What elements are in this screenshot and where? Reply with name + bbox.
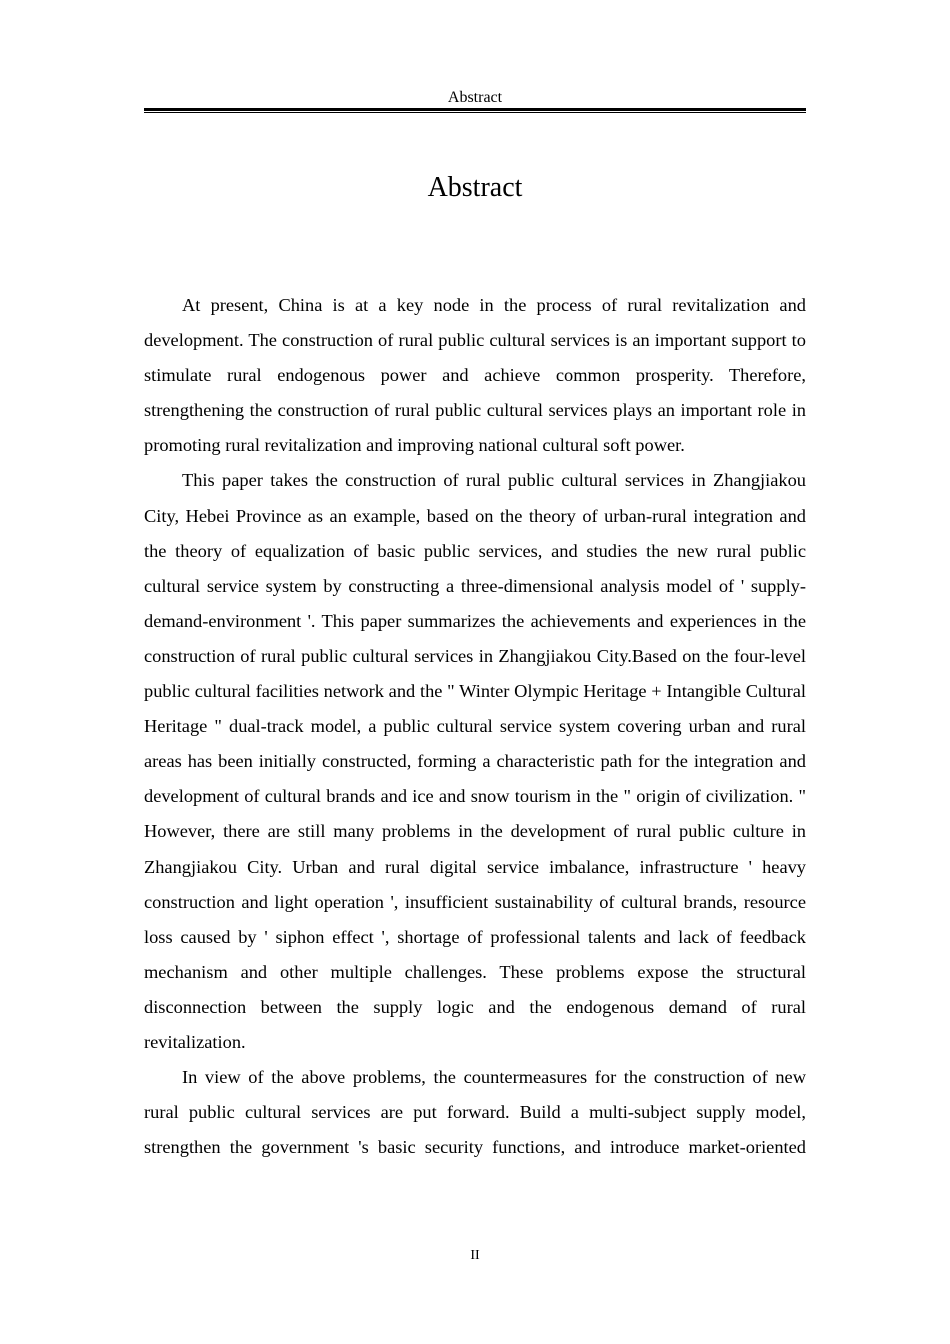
header-rule-thin [144,112,806,113]
page-title: Abstract [427,172,523,203]
page-number: II [470,1248,480,1263]
running-header: Abstract [447,89,503,106]
header-rule [144,108,806,111]
paragraph: At present, China is at a key node in the process of rural revitalization and development. The construction of rural public cultural services is an important support to stimulate rural endogenous power and achieve common prosperity. Therefore, strengthening the construction of rural public cultural services plays an important role in promoting rural revitalization and improving national cultural soft power. [144,295,806,456]
abstract-body [144,288,806,1165]
paragraph: In view of the above problems, the countermeasures for the construction of new rural public cultural services are put forward. Build a multi-subject supply model, strengthen the government 's basic security functions, and introduce market-oriented [144,1067,806,1158]
paragraph: This paper takes the construction of rural public cultural services in Zhangjiakou City, Hebei Province as an example, based on the theory of urban-rural integration and the theory of equalization of basic public services, and studies the new rural public cultural service system by constructing a three-dimensional analysis model of ' supply-demand-environment '. This paper summarizes the achievements and experiences in the construction of rural public cultural services in Zhangjiakou City.Based on the four-level public cultural facilities network and the " Winter Olympic Heritage + Intangible Cultural Heritage " dual-track model, a public cultural service system covering urban and rural areas has been initially constructed, forming a characteristic path for the integration and development of cultural brands and ice and snow tourism in the " origin of civilization. " However, there are still many problems in the development of rural public culture in Zhangjiakou City. Urban and rural digital service imbalance, infrastructure ' heavy construction and light operation ', insufficient sustainability of cultural brands, resource loss caused by ' siphon effect ', shortage of professional talents and lack of feedback mechanism and other multiple challenges. These problems expose the structural disconnection between the supply logic and the endogenous demand of rural revitalization. [144,470,806,1052]
